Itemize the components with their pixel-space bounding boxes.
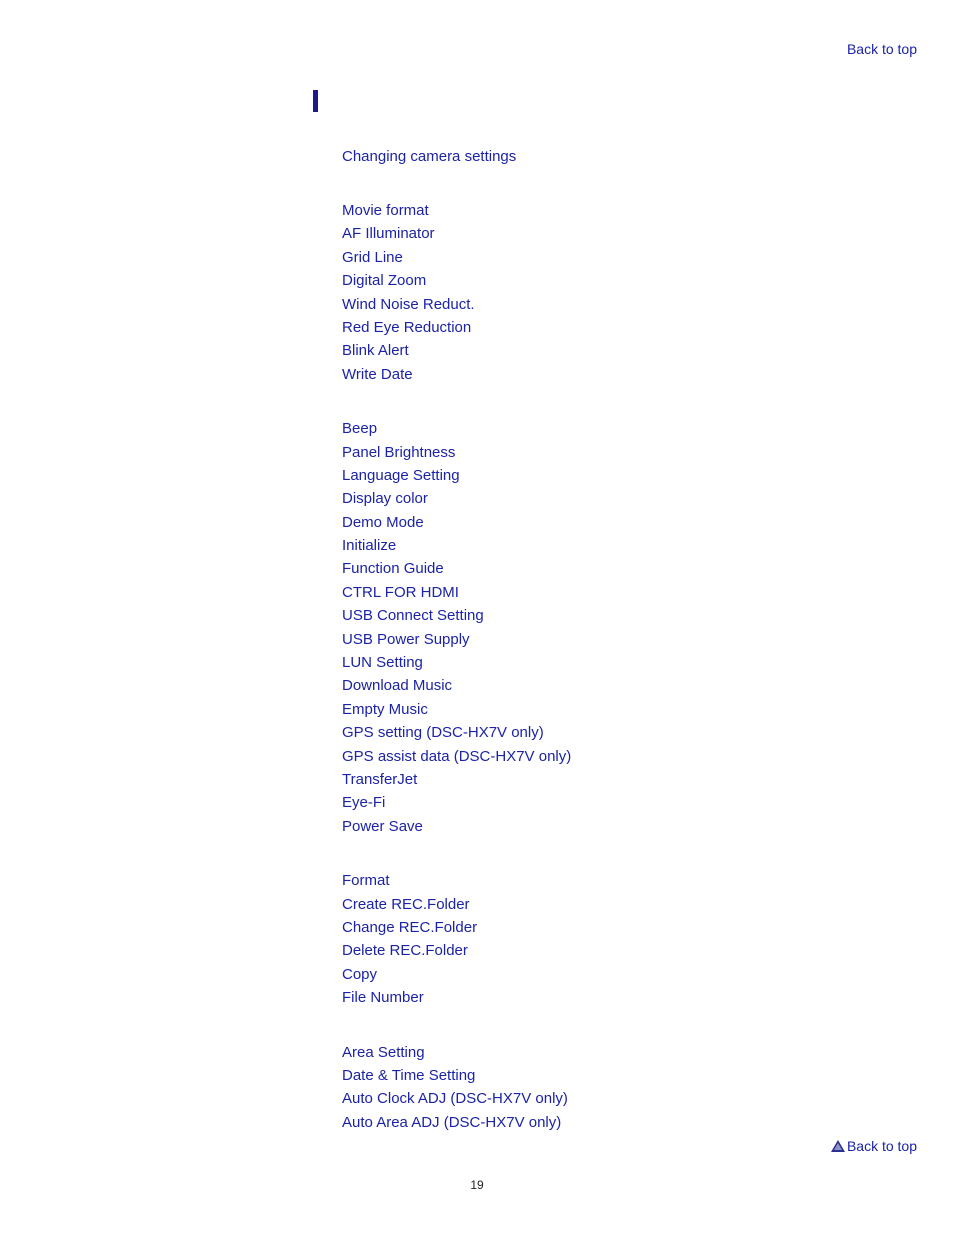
settings-link[interactable]: Eye-Fi: [342, 794, 386, 812]
settings-link[interactable]: Date & Time Setting: [342, 1066, 476, 1084]
settings-link[interactable]: Change REC.Folder: [342, 918, 478, 936]
list-item: [342, 1087, 902, 1110]
up-triangle-icon: [831, 1140, 845, 1152]
settings-link[interactable]: GPS assist data (DSC-HX7V only): [342, 747, 572, 765]
settings-group: [342, 869, 902, 1009]
settings-link[interactable]: TransferJet: [342, 770, 418, 788]
list-item: [342, 893, 902, 916]
list-item: [342, 363, 902, 386]
list-item: [342, 986, 902, 1009]
list-item: [342, 651, 902, 674]
settings-link[interactable]: Language Setting: [342, 466, 460, 484]
settings-link[interactable]: Red Eye Reduction: [342, 318, 472, 336]
list-item: [342, 581, 902, 604]
back-to-top-link-bottom[interactable]: [831, 1137, 917, 1155]
settings-link[interactable]: Panel Brightness: [342, 443, 456, 461]
settings-group: [342, 1041, 902, 1135]
list-item: [342, 511, 902, 534]
list-item: [342, 487, 902, 510]
settings-link[interactable]: Area Setting: [342, 1043, 425, 1061]
back-to-top-label: Back to top: [846, 41, 917, 57]
settings-group: [342, 417, 902, 838]
list-item: [342, 441, 902, 464]
settings-link[interactable]: Delete REC.Folder: [342, 942, 468, 960]
list-item: [342, 534, 902, 557]
settings-link[interactable]: File Number: [342, 989, 424, 1007]
list-item: [342, 222, 902, 245]
settings-link[interactable]: AF Illuminator: [342, 225, 435, 243]
settings-link[interactable]: Power Save: [342, 817, 423, 835]
list-item: [342, 464, 902, 487]
settings-link[interactable]: Movie format: [342, 202, 429, 219]
list-item: [342, 417, 902, 440]
settings-link[interactable]: Display color: [342, 490, 428, 508]
list-item: [342, 791, 902, 814]
list-item: [342, 604, 902, 627]
list-item: [342, 674, 902, 697]
list-item: [342, 815, 902, 838]
settings-link[interactable]: Auto Clock ADJ (DSC-HX7V only): [342, 1090, 568, 1108]
back-to-top-label: Back to top: [846, 1138, 917, 1154]
list-item: [342, 246, 902, 269]
settings-link[interactable]: Create REC.Folder: [342, 895, 470, 913]
list-item: [342, 557, 902, 580]
settings-link[interactable]: CTRL FOR HDMI: [342, 583, 459, 601]
settings-link[interactable]: Digital Zoom: [342, 272, 427, 290]
settings-link[interactable]: Wind Noise Reduct.: [342, 295, 475, 313]
page-number: 19: [470, 1178, 484, 1192]
settings-link[interactable]: Format: [342, 872, 390, 890]
list-item: [342, 1064, 902, 1087]
list-item: [342, 293, 902, 316]
list-item: [342, 1041, 902, 1064]
list-item: [342, 963, 902, 986]
settings-link[interactable]: Empty Music: [342, 700, 428, 718]
list-item: [342, 939, 902, 962]
settings-link[interactable]: USB Power Supply: [342, 630, 470, 648]
settings-group: [342, 199, 902, 386]
settings-link[interactable]: Blink Alert: [342, 342, 409, 360]
list-item: [342, 316, 902, 339]
changing-camera-settings-link[interactable]: Changing camera settings: [342, 148, 517, 165]
settings-index: [342, 145, 902, 1165]
settings-link[interactable]: Function Guide: [342, 560, 444, 578]
section-heading-bar: [313, 90, 318, 112]
list-item: [342, 269, 902, 292]
settings-link[interactable]: Initialize: [342, 537, 397, 555]
settings-link[interactable]: GPS setting (DSC-HX7V only): [342, 724, 544, 742]
settings-link[interactable]: Demo Mode: [342, 513, 424, 531]
list-item: [342, 199, 902, 222]
list-item: [342, 628, 902, 651]
settings-link[interactable]: Grid Line: [342, 248, 403, 266]
list-item: [342, 1111, 902, 1134]
settings-link[interactable]: USB Connect Setting: [342, 607, 484, 625]
settings-link[interactable]: Download Music: [342, 677, 453, 695]
list-item: [342, 916, 902, 939]
settings-link[interactable]: Copy: [342, 965, 378, 983]
list-item: [342, 698, 902, 721]
back-to-top-link-top[interactable]: [847, 40, 917, 58]
settings-link[interactable]: Write Date: [342, 365, 413, 383]
settings-link[interactable]: Beep: [342, 420, 378, 438]
settings-link[interactable]: LUN Setting: [342, 654, 423, 672]
list-item: [342, 339, 902, 362]
settings-link[interactable]: Auto Area ADJ (DSC-HX7V only): [342, 1113, 562, 1131]
settings-groups: [342, 199, 902, 1134]
list-item: [342, 869, 902, 892]
list-item: [342, 721, 902, 744]
list-item: [342, 745, 902, 768]
list-item: [342, 768, 902, 791]
